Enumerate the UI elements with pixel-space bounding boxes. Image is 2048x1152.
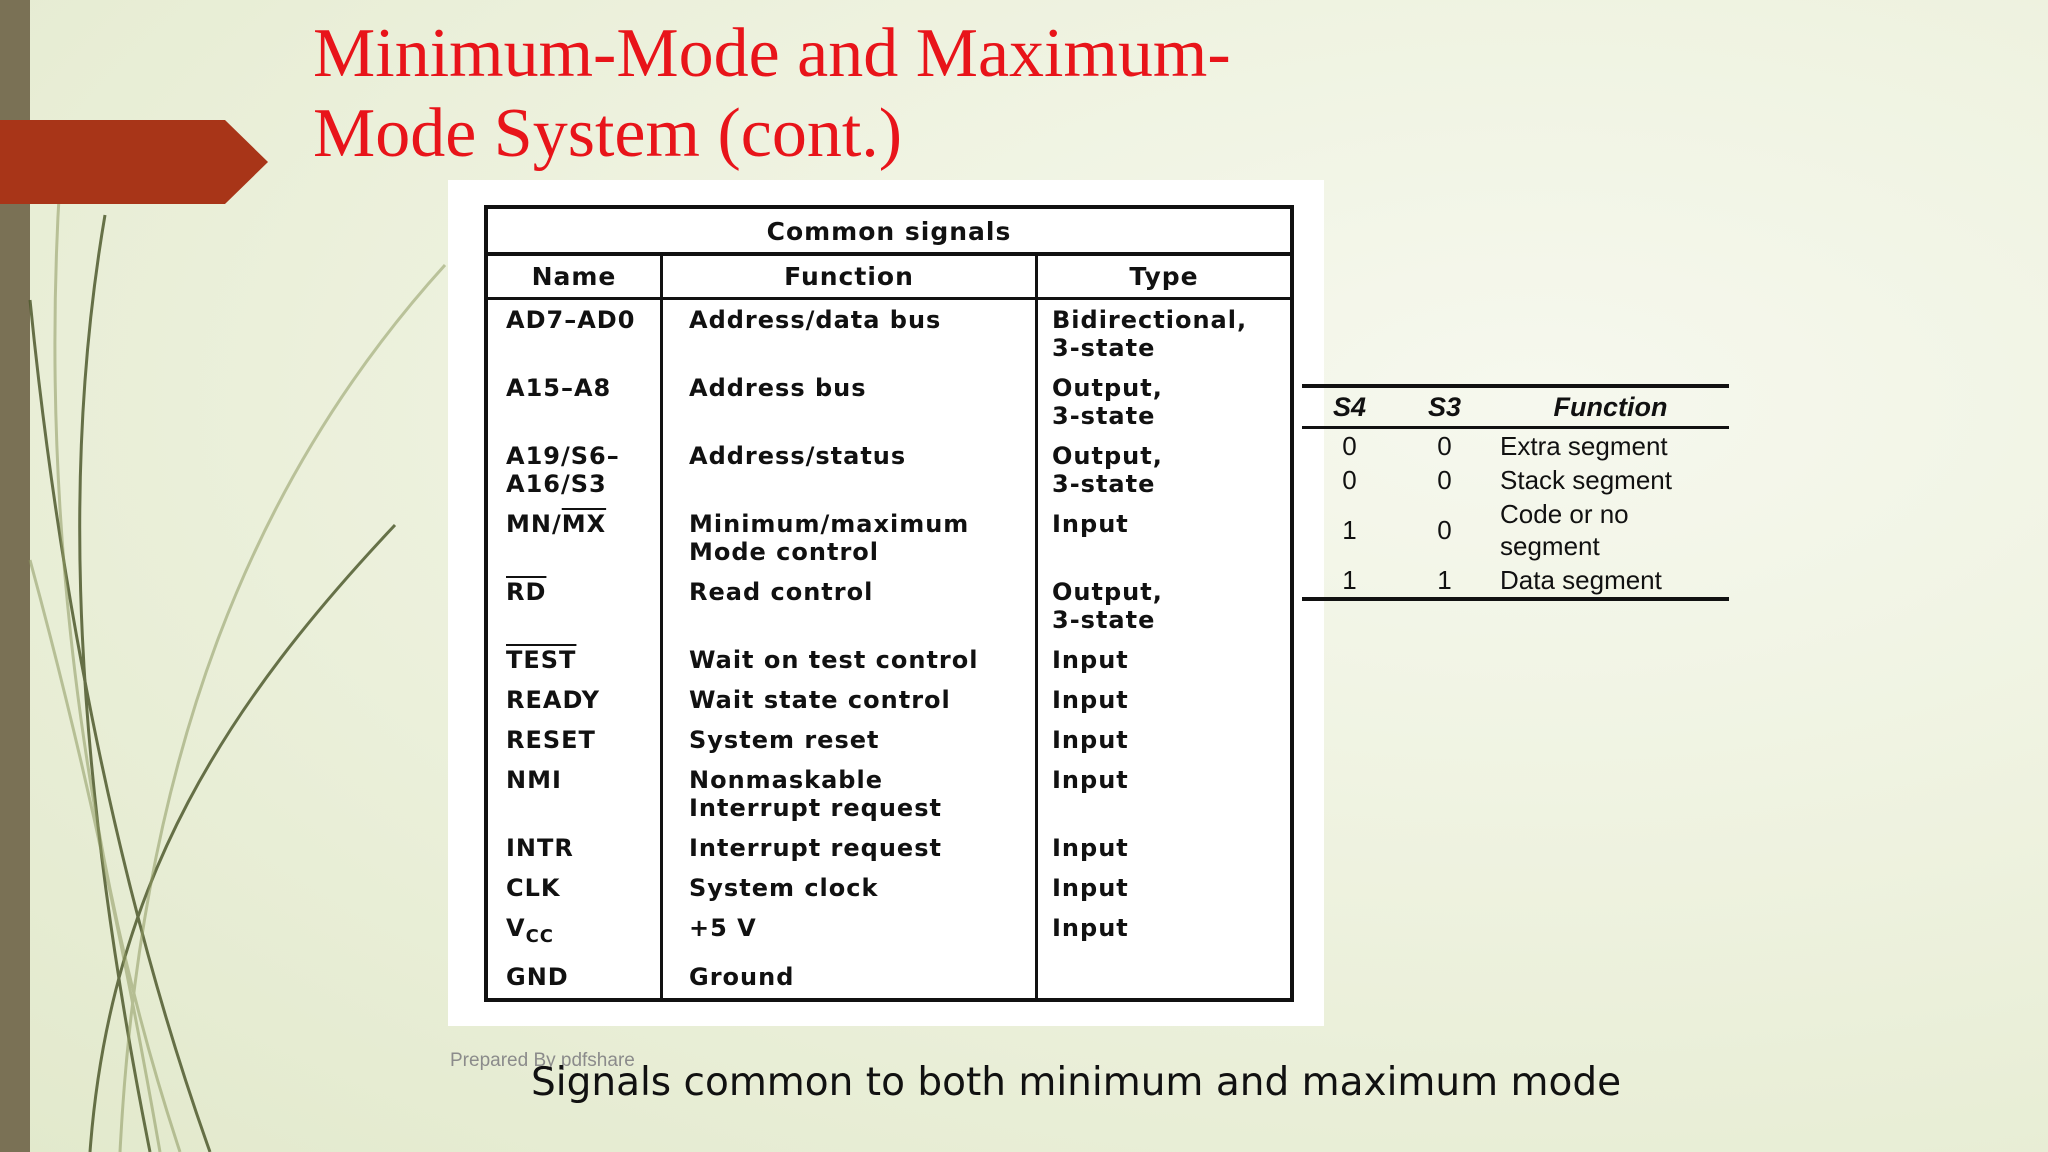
table-row [486, 437, 1292, 505]
signal-function: Wait state control [662, 681, 1037, 721]
signal-type [1037, 958, 1293, 1000]
title-accent-arrow [0, 120, 268, 204]
segment-function: Extra segment [1500, 431, 1668, 461]
signal-name: NMI [486, 761, 662, 829]
signal-function: Address/status [662, 437, 1037, 505]
signal-name: $V_{CC}$ [486, 909, 662, 958]
signal-type: Output, 3-state [1037, 369, 1293, 437]
slide-title [313, 14, 1231, 174]
signal-function: Wait on test control [662, 641, 1037, 681]
segment-header-row [1302, 386, 1729, 428]
signal-name: RESET [486, 721, 662, 761]
table-row [486, 869, 1292, 909]
signal-name: $MN/\overline{MX}$ [486, 505, 662, 573]
signal-function: Address/data bus [662, 299, 1037, 370]
signal-function: +5 V [662, 909, 1037, 958]
signal-type: Input [1037, 641, 1293, 681]
table-row [486, 761, 1292, 829]
function-header: Function [662, 254, 1037, 299]
header-row [486, 254, 1292, 299]
signal-name: READY [486, 681, 662, 721]
signal-type: Input [1037, 909, 1293, 958]
s3-value: 1 [1437, 565, 1452, 595]
table-row [1302, 428, 1729, 464]
signal-function: Address bus [662, 369, 1037, 437]
signal-type: Input [1037, 721, 1293, 761]
table-row [486, 369, 1292, 437]
segment-function: Data segment [1500, 565, 1662, 595]
s3-value: 0 [1437, 431, 1452, 461]
signal-function: System clock [662, 869, 1037, 909]
slide-title-line-2: Mode System (cont.) [313, 95, 903, 172]
table-row [486, 829, 1292, 869]
figure-caption: Signals common to both minimum and maximum mode [531, 1060, 1622, 1105]
signal-function: Read control [662, 573, 1037, 641]
segment-function: Code or no segment [1500, 499, 1629, 561]
signal-function: Minimum/maximum Mode control [662, 505, 1037, 573]
signal-name: A19/S6– A16/S3 [486, 437, 662, 505]
table-row [486, 573, 1292, 641]
common-signals-table [484, 205, 1294, 1002]
watermark: Prepared By pdfshare [450, 1050, 635, 1071]
segment-function: Stack segment [1500, 465, 1672, 495]
table-row [1302, 563, 1729, 599]
signal-function: Ground [662, 958, 1037, 1000]
type-header: Type [1037, 254, 1293, 299]
s4-value: 0 [1342, 431, 1357, 461]
table-row [486, 958, 1292, 1000]
table-row [1302, 463, 1729, 497]
signal-type: Input [1037, 681, 1293, 721]
signal-name: TEST [486, 641, 662, 681]
signal-name: GND [486, 958, 662, 1000]
s3-value: 0 [1437, 515, 1452, 545]
table-row [486, 909, 1292, 958]
segment-function-header: Function [1492, 386, 1729, 428]
signal-type: Input [1037, 505, 1293, 573]
s4-header: S4 [1302, 386, 1397, 428]
segment-status-table [1302, 384, 1729, 601]
s4-value: 1 [1342, 565, 1357, 595]
s3-header: S3 [1397, 386, 1492, 428]
common-signals-figure [448, 180, 1324, 1026]
signal-name: AD7–AD0 [486, 299, 662, 370]
slide-title-line-1: Minimum-Mode and Maximum- [313, 15, 1231, 92]
s4-value: 0 [1342, 465, 1357, 495]
signal-type: Bidirectional, 3-state [1037, 299, 1293, 370]
signal-name: $\overline{RD}$ [486, 573, 662, 641]
common-signals-caption: Common signals [484, 205, 1294, 252]
signal-type: Input [1037, 829, 1293, 869]
signal-function: Nonmaskable Interrupt request [662, 761, 1037, 829]
signal-type: Input [1037, 761, 1293, 829]
s4-value: 1 [1342, 515, 1357, 545]
signal-type: Input [1037, 869, 1293, 909]
table-row [1302, 497, 1729, 563]
signal-type: Output, 3-state [1037, 437, 1293, 505]
table-row [486, 681, 1292, 721]
signal-name: CLK [486, 869, 662, 909]
signal-function: Interrupt request [662, 829, 1037, 869]
signal-type: Output, 3-state [1037, 573, 1293, 641]
table-row [486, 299, 1292, 370]
table-row [486, 721, 1292, 761]
table-row [486, 505, 1292, 573]
s3-value: 0 [1437, 465, 1452, 495]
signal-name: A15–A8 [486, 369, 662, 437]
table-row [486, 641, 1292, 681]
name-header: Name [486, 254, 662, 299]
signal-function: System reset [662, 721, 1037, 761]
signal-name: INTR [486, 829, 662, 869]
